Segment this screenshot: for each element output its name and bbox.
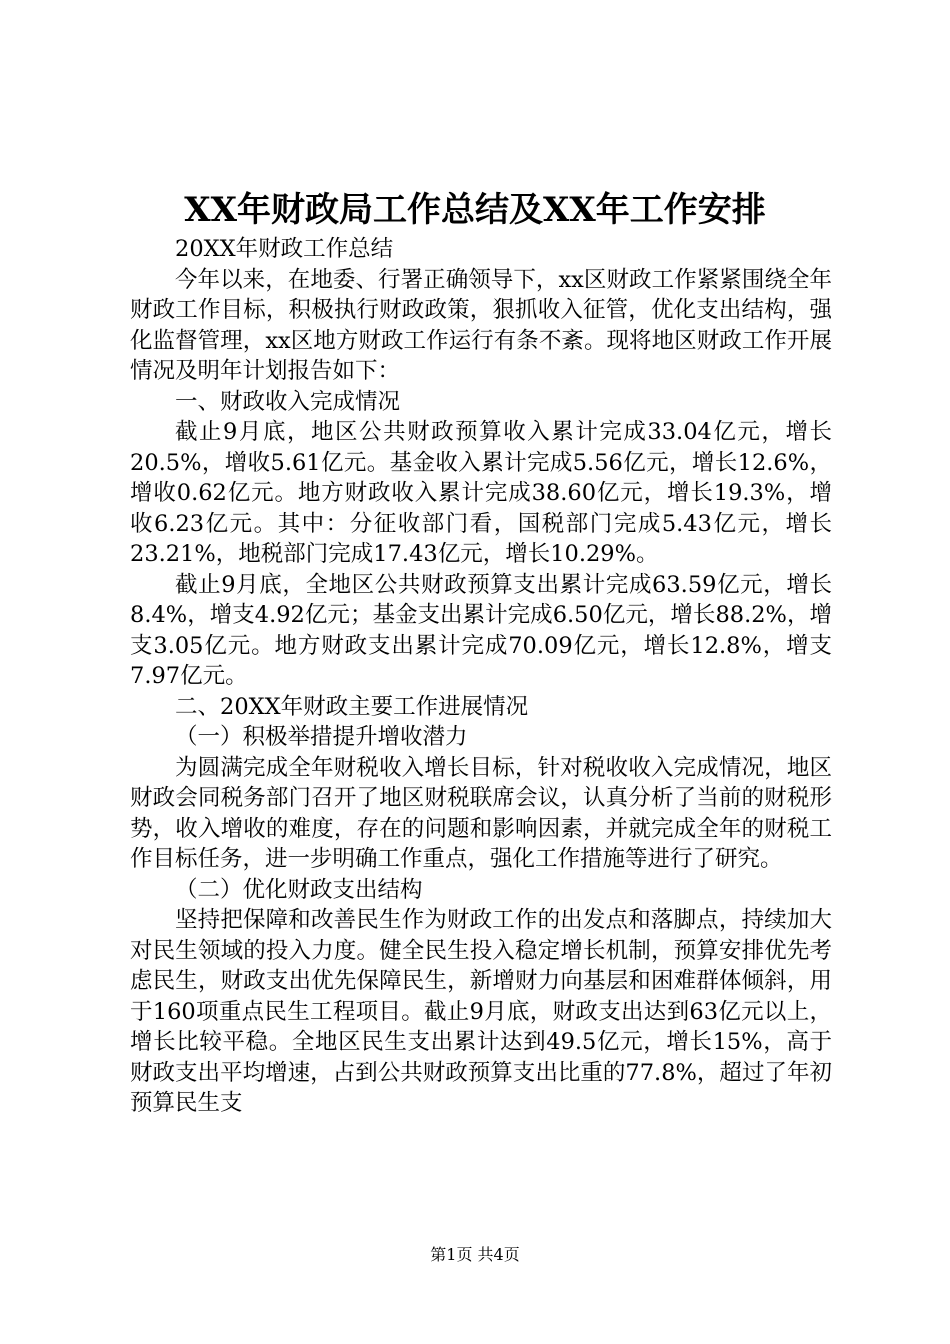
section-heading-progress: 二、20XX年财政主要工作进展情况 (175, 693, 529, 720)
subheading-expenditure-structure: （二）优化财政支出结构 (175, 876, 423, 903)
paragraph-livelihood: 坚持把保障和改善民生作为财政工作的出发点和落脚点，持续加大对民生领域的投入力度。健全民生投入稳定增长机制，预算安排优先考虑民生，财政支出优先保障民生，新增财力向基层和困难群体倾斜，用于160项重点民生工程项目。截止9月底，财政支出达到63亿元以上，增长比较平稳。全地区民生支出累计达到49.5亿元，增长15%，高于财政支出平均增速，占到公共财政预算支出比重的77.8%，超过了年初预算民生支 (130, 907, 832, 1116)
page-footer: 第1页 共4页 (430, 1245, 520, 1264)
subheading-revenue-potential: （一）积极举措提升增收潜力 (175, 724, 468, 750)
paragraph-revenue: 截止9月底，地区公共财政预算收入累计完成33.04亿元，增长20.5%，增收5.61亿元。基金收入累计完成5.56亿元，增长12.6%，增收0.62亿元。地方财政收入累计完成38.60亿元，增长19.3%，增收6.23亿元。其中：分征收部门看，国税部门完成5.43亿元，增长23.21%，地税部门完成17.43亿元，增长10.29%。 (130, 419, 832, 567)
document-body (130, 234, 832, 1119)
section-heading-summary: 20XX年财政工作总结 (175, 236, 394, 262)
section-heading-revenue: 一、财政收入完成情况 (175, 388, 401, 415)
paragraph-revenue-measures: 为圆满完成全年财税收入增长目标，针对税收收入完成情况，地区财政会同税务部门召开了地区财税联席会议，认真分析了当前的财税形势，收入增收的难度，存在的问题和影响因素，并就完成全年的财税工作目标任务，进一步明确工作重点，强化工作措施等进行了研究。 (130, 754, 832, 872)
paragraph-expenditure: 截止9月底，全地区公共财政预算支出累计完成63.59亿元，增长8.4%，增支4.92亿元；基金支出累计完成6.50亿元，增长88.2%，增支3.05亿元。地方财政支出累计完成70.09亿元，增长12.8%，增支7.97亿元。 (130, 571, 832, 689)
paragraph-intro: 今年以来，在地委、行署正确领导下，xx区财政工作紧紧围绕全年财政工作目标，积极执行财政政策，狠抓收入征管，优化支出结构，强化监督管理，xx区地方财政工作运行有条不紊。现将地区财政工作开展情况及明年计划报告如下： (130, 266, 832, 384)
document-title: XX年财政局工作总结及XX年工作安排 (184, 190, 766, 230)
